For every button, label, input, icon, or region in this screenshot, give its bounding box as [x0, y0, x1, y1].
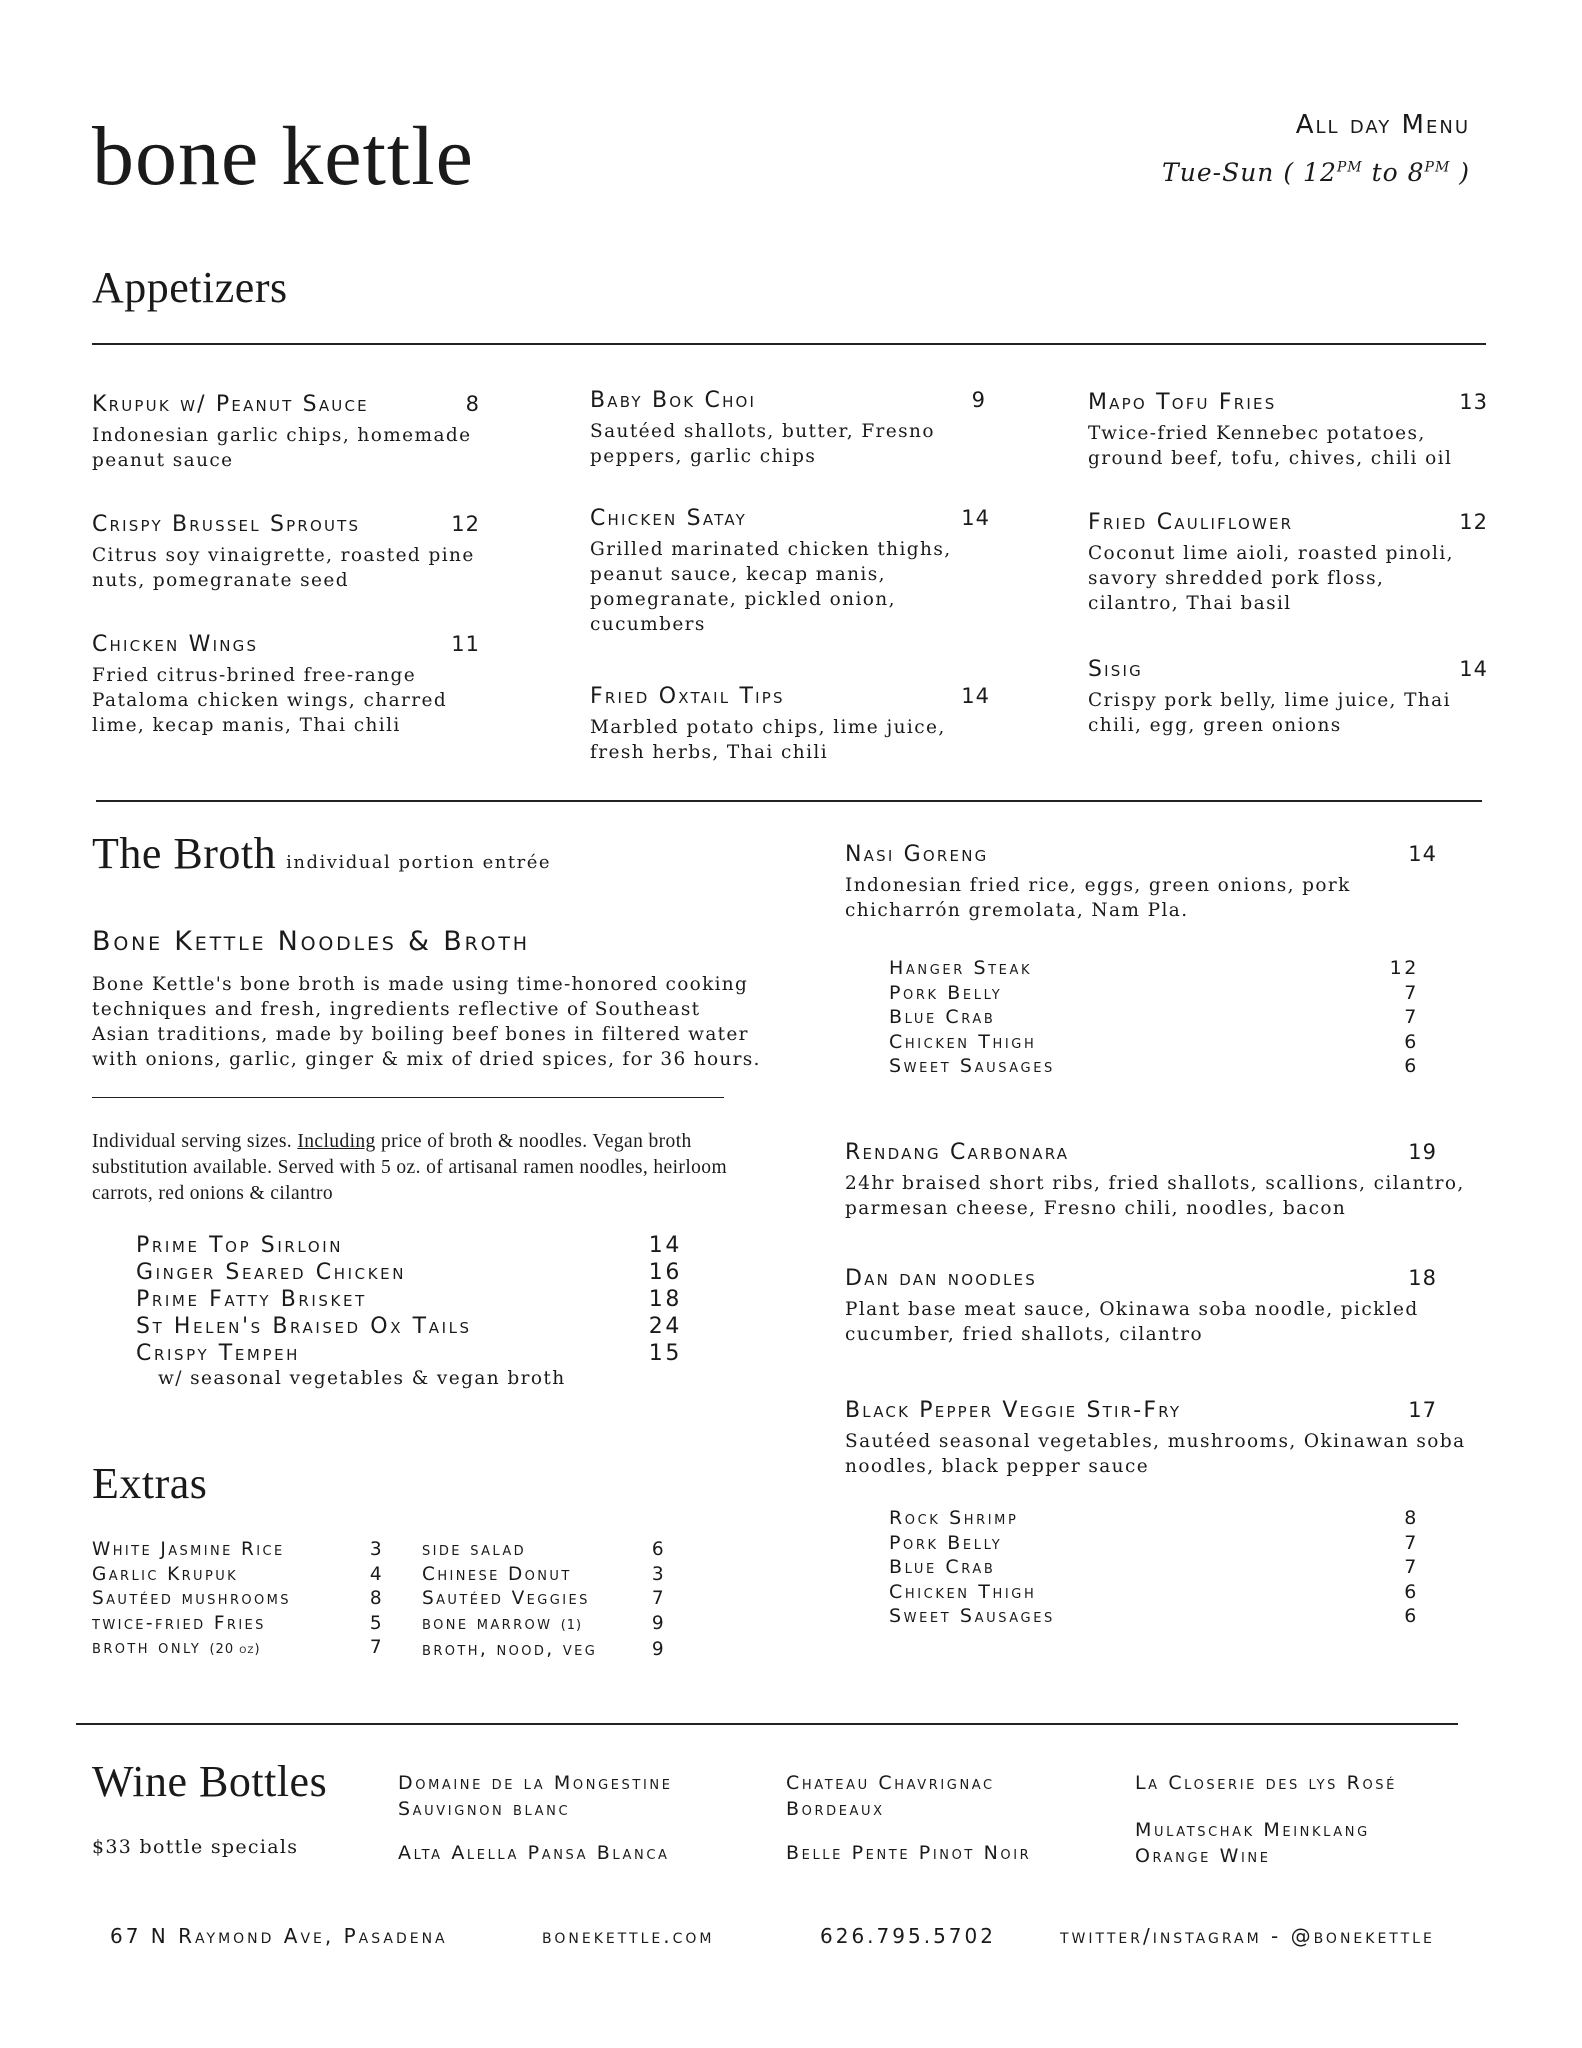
footer-website[interactable]: bonekettle.com	[542, 1924, 715, 1948]
addon-item: Blue Crab 7	[889, 1556, 1419, 1578]
appetizers-title: Appetizers	[92, 263, 288, 312]
item-price: 14	[1459, 657, 1488, 681]
appetizer-item	[1088, 657, 1488, 738]
item-name: Mapo Tofu Fries	[1088, 390, 1277, 415]
item-price: 12	[1459, 510, 1488, 534]
item-name: Fried Oxtail Tips	[590, 684, 785, 709]
extra-item: broth, nood, veg 9	[422, 1639, 666, 1660]
wine-item: Chateau Chavrignac Bordeaux	[786, 1772, 995, 1820]
item-name: Baby Bok Choi	[590, 388, 757, 413]
extra-item: Chinese Donut 3	[422, 1563, 666, 1585]
item-price: 14	[1408, 842, 1437, 866]
main-item	[845, 1266, 1485, 1347]
extra-item: Sautéed Veggies 7	[422, 1588, 666, 1609]
broth-option: St Helen's Braised Ox Tails 24	[136, 1314, 682, 1339]
wine-item: Alta Alella Pansa Blanca	[398, 1842, 670, 1864]
appetizer-item	[1088, 390, 1488, 471]
wine-item: Mulatschak Meinklang Orange Wine	[1135, 1819, 1370, 1867]
item-price: 8	[465, 392, 480, 416]
extra-item: broth only (20 oz) 7	[92, 1637, 384, 1658]
broth-header	[92, 828, 551, 879]
item-price: 18	[1408, 1266, 1437, 1290]
extra-item: Garlic Krupuk 4	[92, 1563, 384, 1585]
broth-title: The Broth	[92, 829, 277, 878]
item-name: Chicken Wings	[92, 632, 259, 657]
appetizer-item	[590, 684, 990, 765]
item-name: Fried Cauliflower	[1088, 510, 1294, 535]
extra-item: side salad 6	[422, 1539, 666, 1560]
addon-item: Blue Crab 7	[889, 1006, 1419, 1028]
item-description: Sautéed shallots, butter, Fresno peppers, garlic chips	[590, 421, 935, 467]
item-price: 13	[1459, 390, 1488, 414]
appetizer-item	[590, 506, 990, 637]
addon-item: Sweet Sausages 6	[889, 1055, 1419, 1077]
menu-hours: Tue-Sun ( $12^{PM}$ to $8^{PM}$ )	[1162, 158, 1470, 187]
broth-description: Bone Kettle's bone broth is made using time-honored cooking techniques and fresh, ingredients reflective of Southeast Asian traditions, made by boiling beef bones in filtered water with onions, garlic, ginger & mix of dried spices, for 36 hours.	[92, 974, 761, 1070]
appetizer-item	[92, 392, 480, 473]
broth-option: Crispy Tempeh 15	[136, 1341, 682, 1366]
item-description: Sautéed seasonal vegetables, mushrooms, Okinawan soba noodles, black pepper sauce	[845, 1431, 1466, 1477]
item-description: Coconut lime aioli, roasted pinoli, savory shredded pork floss, cilantro, Thai basil	[1088, 543, 1454, 614]
item-description: Grilled marinated chicken thighs, peanut sauce, kecap manis, pomegranate, pickled onion, cucumbers	[590, 539, 952, 635]
addon-item: Rock Shrimp 8	[889, 1507, 1419, 1529]
item-name: Crispy Brussel Sprouts	[92, 512, 361, 537]
broth-option: Prime Top Sirloin 14	[136, 1233, 682, 1258]
item-name: Sisig	[1088, 657, 1143, 682]
item-price: 19	[1408, 1140, 1437, 1164]
addon-item: Chicken Thigh 6	[889, 1580, 1419, 1603]
item-price: 17	[1408, 1398, 1437, 1422]
broth-heading: Bone Kettle Noodles & Broth	[92, 926, 530, 957]
wine-item: Domaine de la Mongestine Sauvignon blanc	[398, 1772, 673, 1820]
item-name: Dan dan noodles	[845, 1266, 1037, 1291]
nasi-addons	[889, 956, 1419, 1079]
addon-item: Sweet Sausages 6	[889, 1605, 1419, 1627]
item-description: Citrus soy vinaigrette, roasted pine nuts, pomegranate seed	[92, 545, 475, 591]
item-price: 14	[961, 506, 990, 530]
item-description: Crispy pork belly, lime juice, Thai chili, egg, green onions	[1088, 690, 1451, 736]
item-name: Nasi Goreng	[845, 842, 989, 867]
broth-option: Prime Fatty Brisket 18	[136, 1287, 682, 1312]
main-item	[845, 1398, 1485, 1479]
extra-item: Sautéed mushrooms 8	[92, 1588, 384, 1609]
item-description: Fried citrus-brined free-range Pataloma chicken wings, charred lime, kecap manis, Thai chili	[92, 665, 448, 736]
extra-item: bone marrow (1) 9	[422, 1612, 666, 1634]
addon-item: Chicken Thigh 6	[889, 1030, 1419, 1053]
appetizer-item	[92, 632, 496, 738]
broth-divider	[92, 1097, 724, 1098]
extra-item: White Jasmine Rice 3	[92, 1539, 384, 1560]
extras-left	[92, 1538, 384, 1663]
extras-title: Extras	[92, 1459, 208, 1508]
appetizer-item	[1088, 510, 1488, 616]
broth-option: Ginger Seared Chicken 16	[136, 1260, 682, 1285]
extras-right	[422, 1538, 666, 1663]
appetizers-divider	[92, 343, 1486, 345]
broth-options	[136, 1232, 682, 1391]
item-description: 24hr braised short ribs, fried shallots, scallions, cilantro, parmesan cheese, Fresno chili, noodles, bacon	[845, 1173, 1465, 1219]
item-price: 9	[971, 388, 986, 412]
main-item	[845, 842, 1437, 923]
item-name: Chicken Satay	[590, 506, 747, 531]
menu-title: All day Menu	[1295, 110, 1470, 140]
wine-title: Wine Bottles	[92, 1757, 328, 1806]
stirfry-addons	[889, 1506, 1419, 1629]
wine-item: Belle Pente Pinot Noir	[786, 1842, 1032, 1864]
appetizer-item	[590, 388, 986, 469]
item-name: Black Pepper Veggie Stir-Fry	[845, 1398, 1182, 1423]
item-description: Twice-fried Kennebec potatoes, ground beef, tofu, chives, chili oil	[1088, 423, 1453, 469]
extra-item: twice-fried Fries 5	[92, 1612, 384, 1634]
broth-subtitle: individual portion entrée	[286, 852, 552, 873]
addon-item: Hanger Steak 12	[889, 957, 1419, 979]
broth-serving-note: Individual serving sizes. Including price of broth & noodles. Vegan broth substitution available. Served with 5 oz. of artisanal ramen noodles, heirloom carrots, red onions & cilantro	[92, 1131, 728, 1204]
tempeh-note: w/ seasonal vegetables & vegan broth	[158, 1368, 566, 1389]
restaurant-brand: bone kettle	[92, 110, 474, 203]
main-item	[845, 1140, 1485, 1221]
item-description: Marbled potato chips, lime juice, fresh herbs, Thai chili	[590, 717, 946, 763]
addon-item: Pork Belly 7	[889, 981, 1419, 1004]
item-description: Indonesian fried rice, eggs, green onions, pork chicharrón gremolata, Nam Pla.	[845, 875, 1351, 921]
item-price: 12	[451, 512, 480, 536]
wine-item: La Closerie des lys Rosé	[1135, 1772, 1397, 1794]
item-name: Krupuk w/ Peanut Sauce	[92, 392, 369, 417]
appetizer-item	[92, 512, 480, 593]
item-price: 14	[961, 684, 990, 708]
item-description: Indonesian garlic chips, homemade peanut sauce	[92, 425, 472, 471]
wine-note: $33 bottle specials	[92, 1836, 299, 1858]
footer-phone[interactable]: 626.795.5702	[820, 1924, 996, 1948]
addon-item: Pork Belly 7	[889, 1531, 1419, 1554]
item-name: Rendang Carbonara	[845, 1140, 1070, 1165]
item-price: 11	[451, 632, 480, 656]
item-description: Plant base meat sauce, Okinawa soba noodle, pickled cucumber, fried shallots, cilantro	[845, 1299, 1419, 1345]
section-divider	[96, 800, 1482, 802]
footer-address: 67 N Raymond Ave, Pasadena	[110, 1924, 448, 1948]
footer-social[interactable]: twitter/instagram - @bonekettle	[1060, 1924, 1435, 1948]
wine-divider	[76, 1723, 1458, 1725]
